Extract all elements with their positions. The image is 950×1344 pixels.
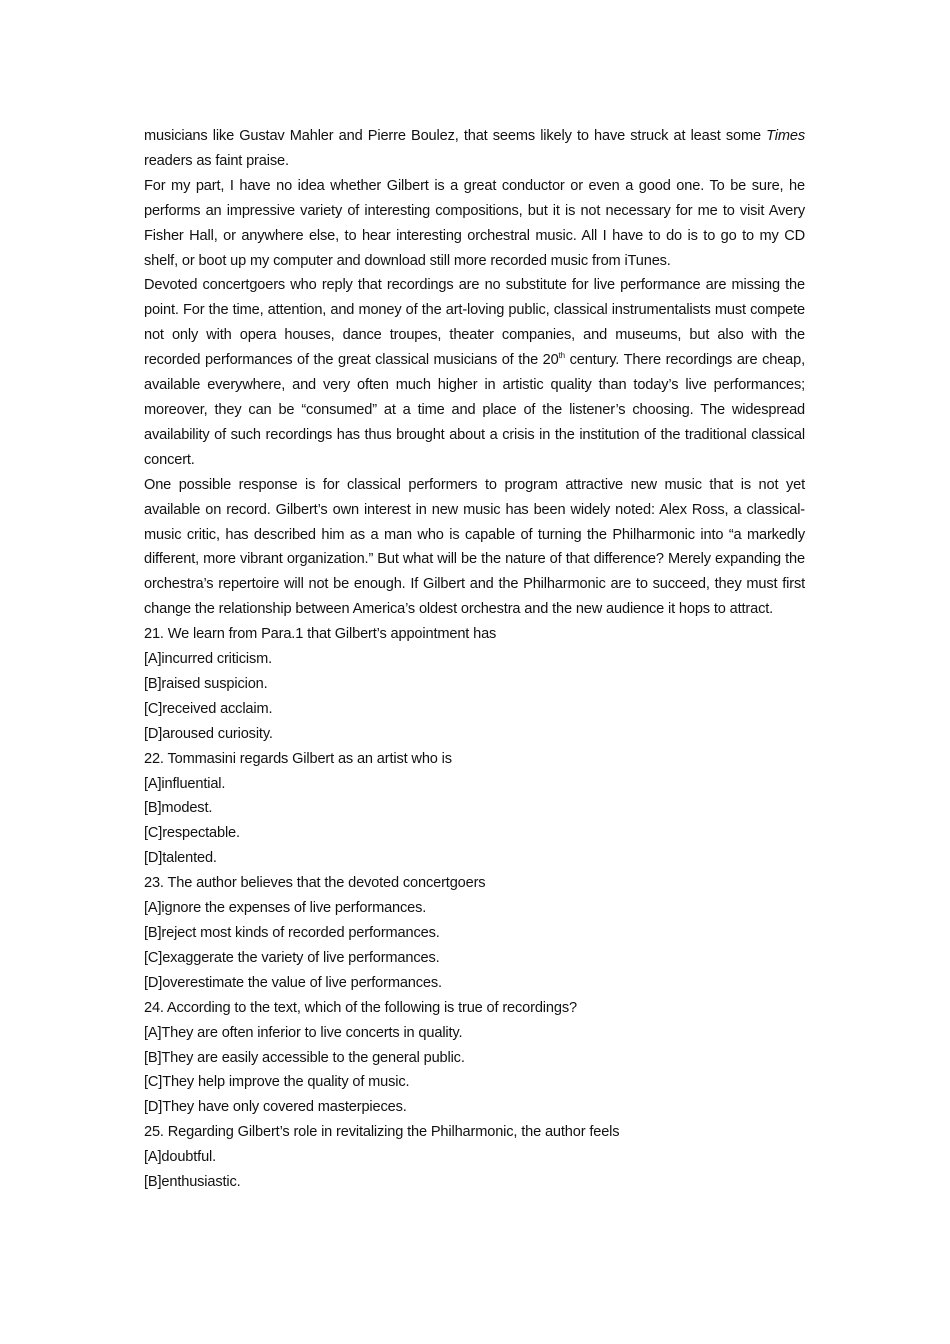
option-a: [A]ignore the expenses of live performances. (144, 900, 427, 917)
option-d: [D]overestimate the value of live performances. (144, 974, 442, 991)
question-stem: 23. The author believes that the devoted concertgoers (144, 875, 486, 892)
question-22 (144, 747, 805, 872)
option-b: [B]modest. (144, 800, 213, 817)
option-d: [D]aroused curiosity. (144, 725, 273, 742)
paragraph-3-text: Devoted concertgoers who reply that recordings are no substitute for live performance are missing the point. For the time, attention, and money of the art-loving public, classical instrumentalists must compete not only with opera houses, dance troupes, theater companies, and museums, but also with the recorded performances of the great classical musicians of the 20 (144, 277, 805, 369)
option-b: [B]They are easily accessible to the general public. (144, 1049, 465, 1066)
option-a: [A]influential. (144, 775, 226, 792)
option-c: [C]received acclaim. (144, 700, 273, 717)
paragraph-1 (144, 124, 805, 174)
question-stem: 25. Regarding Gilbert’s role in revitalizing the Philharmonic, the author feels (144, 1124, 620, 1141)
option-b: [B]reject most kinds of recorded performances. (144, 925, 440, 941)
question-stem: 22. Tommasini regards Gilbert as an artist who is (144, 750, 452, 767)
option-d: [D]They have only covered masterpieces. (144, 1099, 407, 1116)
question-stem: 21. We learn from Para.1 that Gilbert’s appointment has (144, 626, 497, 643)
option-a: [A]doubtful. (144, 1149, 217, 1166)
option-a: [A]incurred criticism. (144, 651, 273, 668)
option-b: [B]enthusiastic. (144, 1174, 241, 1191)
option-d: [D]talented. (144, 850, 217, 867)
paragraph-1-text-end: readers as faint praise. (144, 152, 289, 169)
paragraph-2: For my part, I have no idea whether Gilbert is a great conductor or even a good one. To be sure, he performs an impressive variety of interesting compositions, but it is not necessary for me to visit Avery Fisher Hall, or anywhere else, to hear interesting orchestral music. All I have to do is to go to my CD shelf, or boot up my computer and download still more recorded music from iTunes. (144, 177, 805, 269)
paragraph-3-text-end: century. There recordings are cheap, available everywhere, and very often much higher in artistic quality than today’s live performances; moreover, they can be “consumed” at a time and place of the listener’s choosing. The widespread availability of such recordings has thus brought about a crisis in the institution of the traditional classical concert. (144, 352, 805, 468)
italic-times: Times (766, 128, 805, 144)
question-23 (144, 871, 805, 996)
option-c: [C]They help improve the quality of music. (144, 1074, 410, 1091)
question-21 (144, 622, 805, 747)
option-c: [C]exaggerate the variety of live performances. (144, 949, 440, 966)
document-page (144, 124, 805, 1195)
option-b: [B]raised suspicion. (144, 675, 268, 692)
paragraph-1-text: musicians like Gustav Mahler and Pierre Boulez, that seems likely to have struck at least some (144, 128, 767, 144)
option-c: [C]respectable. (144, 825, 240, 842)
superscript-th: th (558, 351, 565, 361)
question-stem: 24. According to the text, which of the following is true of recordings? (144, 999, 577, 1016)
option-a: [A]They are often inferior to live concerts in quality. (144, 1024, 463, 1041)
question-24 (144, 996, 805, 1121)
question-25 (144, 1120, 805, 1195)
paragraph-3 (144, 273, 805, 472)
paragraph-4: One possible response is for classical performers to program attractive new music that is not yet available on record. Gilbert’s own interest in new music has been widely noted: Alex Ross, a classical-music critic, has described him as a man who is capable of turning the Philharmonic into “a markedly different, more vibrant organization.” But what will be the nature of that difference? Merely expanding the orchestra’s repertoire will not be enough. If Gilbert and the Philharmonic are to succeed, they must first change the relationship between America’s oldest orchestra and the new audience it hops to attract. (144, 476, 805, 618)
